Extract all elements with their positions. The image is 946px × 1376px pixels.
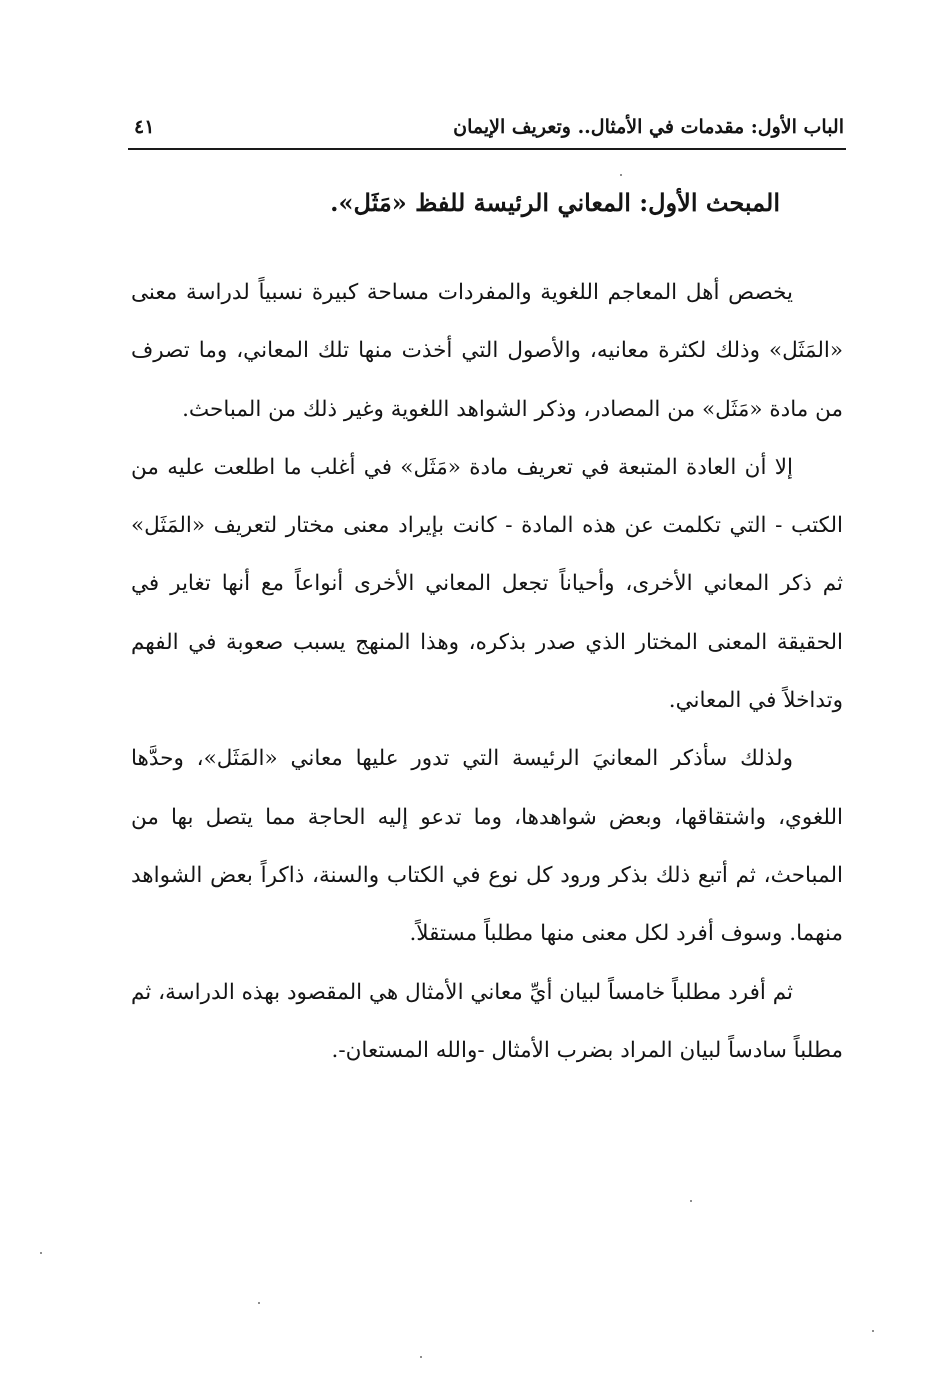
page-number: ٤١ bbox=[134, 116, 155, 138]
header-divider bbox=[128, 148, 846, 150]
scan-speck bbox=[872, 1330, 874, 1332]
paragraph: ولذلك سأذكر المعانيَ الرئيسة التي تدور عليها معاني «المَثَل»، وحدَّها اللغوي، واشتقاقها، وبعض شواهدها، وما تدعو إليه الحاجة مما يتصل بها من المباحث، ثم أتبع ذلك بذكر ورود كل نوع في الكتاب والسنة، ذاكراً بعض الشواهد منهما. وسوف أفرد لكل معنى منها مطلباً مستقلاً. bbox=[131, 746, 843, 947]
scan-speck bbox=[420, 1356, 422, 1358]
scan-speck bbox=[620, 174, 622, 176]
section-heading: المبحث الأول: المعاني الرئيسة للفظ «مَثَل». bbox=[330, 188, 780, 217]
paragraph: يخصص أهل المعاجم اللغوية والمفردات مساحة كبيرة نسبياً لدراسة معنى «المَثَل» وذلك لكثرة معانيه، والأصول التي أخذت منها تلك المعاني، وما تصرف من مادة «مَثَل» من المصادر، وذكر الشواهد اللغوية وغير ذلك من المباحث. bbox=[131, 280, 843, 422]
scan-speck bbox=[40, 1252, 42, 1254]
scan-speck bbox=[690, 1200, 692, 1202]
scan-speck bbox=[258, 1302, 260, 1304]
paragraph: إلا أن العادة المتبعة في تعريف مادة «مَثَل» في أغلب ما اطلعت عليه من الكتب - التي تكلمت عن هذه المادة - كانت بإيراد معنى مختار لتعريف «المَثَل» ثم ذكر المعاني الأخرى، وأحياناً تجعل المعاني الأخرى أنواعاً مع أنها تغاير في الحقيقة المعنى المختار الذي صدر بذكره، وهذا المنهج يسبب صعوبة في الفهم وتداخلاً في المعاني. bbox=[131, 454, 843, 714]
header-title: الباب الأول: مقدمات في الأمثال.. وتعريف الإيمان bbox=[453, 116, 844, 138]
paragraph: ثم أفرد مطلباً خامساً لبيان أيِّ معاني الأمثال هي المقصود بهذه الدراسة، ثم مطلباً سادساً لبيان المراد بضرب الأمثال -والله المستعان-. bbox=[131, 979, 843, 1063]
body-text bbox=[131, 264, 843, 1080]
running-header bbox=[130, 112, 844, 150]
